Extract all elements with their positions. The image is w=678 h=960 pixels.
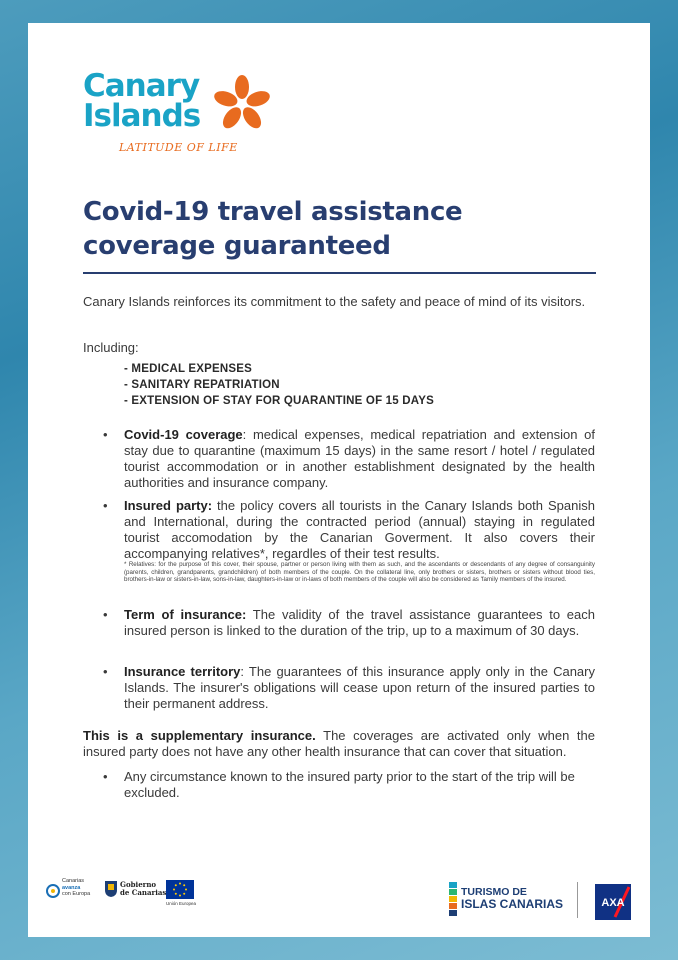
canarias-avanza-icon <box>46 884 60 898</box>
included-item: - MEDICAL EXPENSES <box>124 363 252 375</box>
bullet-dot: • <box>103 427 108 442</box>
supplementary-paragraph <box>83 728 595 760</box>
bullet-label: Insurance territory <box>124 664 241 679</box>
title-line-2: coverage guaranteed <box>83 231 391 261</box>
turismo-islas-canarias-logo: TURISMO DE ISLAS CANARIAS <box>461 886 564 911</box>
supplementary-text: The coverages are activated only when the insured party does not have any other health insurance that can cover that situation. <box>83 728 595 759</box>
bullet-text: medical expenses, medical repatriation and extension of stay due to quarantine (maximum 15 days) in the same resort / hotel / regulated tourist accommodation or in another establishment designated by the health authorities and insurance company. <box>124 427 595 490</box>
logo-word-canary: Canary <box>83 68 200 104</box>
footer-partner-logos <box>46 878 206 918</box>
included-item: - SANITARY REPATRIATION <box>124 379 280 391</box>
title-line-1: Covid-19 travel assistance <box>83 197 463 227</box>
included-item: - EXTENSION OF STAY FOR QUARANTINE OF 15 DAYS <box>124 395 434 407</box>
title-divider <box>83 272 596 274</box>
axa-text: AXA <box>601 897 625 909</box>
exclusion-text: Any circumstance known to the insured party prior to the start of the trip will be excluded. <box>124 769 575 800</box>
supplementary-bold: This is a supplementary insurance. <box>83 728 316 743</box>
footer-divider <box>577 882 578 918</box>
bullet-text: The validity of the travel assistance guarantees to each insured person is linked to the duration of the trip, up to a maximum of 30 days. <box>124 607 596 638</box>
bullet-text: The guarantees of this insurance apply only in the Canary Islands. The insurer's obligations will cease upon return of the insured parties to their permanent address. <box>124 664 595 711</box>
footer-sponsor-logos <box>449 878 639 923</box>
turismo-bars-icon <box>449 882 457 918</box>
logo-tagline: LATITUDE OF LIFE <box>119 141 238 154</box>
canarias-avanza-logo: Canarias avanza con Europa <box>62 878 91 897</box>
relatives-footnote: * Relatives: for the purpose of this cover, their spouse, partner or person living with them as such, and the ascendants or descendants of any degree of consanguinity (parents, children, grandparents, grandchildren) of both members of the couple. On the collateral line, only brothers or sisters, brothers or sisters without blood ties, brothers-in-law or sisters-in-law, sons-in-law, daughters-in-law or in-laws of both members of the couple will also be considered as 'family members of the insured. <box>124 561 595 583</box>
document-page: Canary Islands LATITUDE OF LIFE Covid-19 travel assistance coverage guaranteed Canary Islands reinforces its commitment to the safety and peace of mind of its visitors. Including: - MEDICAL EXPENSES - SANITARY REPATRIATION - EXTENSION OF STAY FOR QUARANTINE OF 15 DAYS • Covid-19 coverage: medical expenses, medical repatriation and extension of stay due to quarantine (maximum 15 days) in the same resort / hotel / regulated tourist accommodation or in another establishment designated by the health authorities and insurance company. • Insured party: the policy covers all tourists in the Canary Islands both Spanish and International, during the contracted period (annual) staying in regulated tourist accomodation by the Canarian Goverment. It also covers their accompanying relatives*, regardles of their test results. * Relatives: for the purpose of this cover, their spouse, partner or person living with them as such, and the ascendants or descendants of any degree of consanguinity (parents, children, grandparents, grandchildren) of both members of the couple. On the collateral line, only brothers or sisters, brothers or sisters without blood ties, brothers-in-law or sisters-in-law, sons-in-law, daughters-in-law or in-laws of both members of the couple will also be considered as 'family members of the insured. • Term of insurance: The validity of the travel assistance guarantees to each insured person is linked to the duration of the trip, up to a maximum of 30 days. • Insurance territory: The guarantees of this insurance apply only in the Canary Islands. The insurer's obligations will cease upon return of the insured parties to their permanent address. This is a supplementary insurance. The coverages are activated only when the insured party does not have any other health insurance that can cover that situation. • Any circumstance known to the insured party prior to the start of the trip will be excluded. Canarias avanza con Europa Gobierno de Canarias Unión Europea TURISMO DE ISLAS CANARIAS AXA <box>28 23 650 937</box>
intro-paragraph: Canary Islands reinforces its commitment to the safety and peace of mind of its visitors. <box>83 294 586 309</box>
included-items-list <box>124 361 434 409</box>
bullet-label: Term of insurance: <box>124 607 247 622</box>
logo-word-islands: Islands <box>83 98 201 134</box>
bullet-dot: • <box>103 769 108 784</box>
bullet-dot: • <box>103 607 108 622</box>
bullet-dot: • <box>103 664 108 679</box>
including-label: Including: <box>83 340 139 355</box>
bullet-dot: • <box>103 498 108 513</box>
eu-flag-icon <box>166 880 194 899</box>
page-title <box>83 195 603 263</box>
bullet-text: the policy covers all tourists in the Canary Islands both Spanish and International, during the contracted period (annual) staying in regulated tourist accomodation by the Canarian Goverment. It also covers their accompanying relatives*, regardles of their test results. <box>124 498 595 561</box>
bullet-label: Covid-19 coverage <box>124 427 243 442</box>
flower-icon <box>211 73 273 135</box>
eu-label: Unión Europea <box>166 901 197 906</box>
canary-islands-logo <box>83 68 283 181</box>
gobierno-shield-icon <box>104 880 118 898</box>
bullet-label: Insured party: <box>124 498 213 513</box>
gobierno-canarias-logo: Gobierno de Canarias <box>120 880 167 897</box>
axa-logo <box>595 884 631 920</box>
